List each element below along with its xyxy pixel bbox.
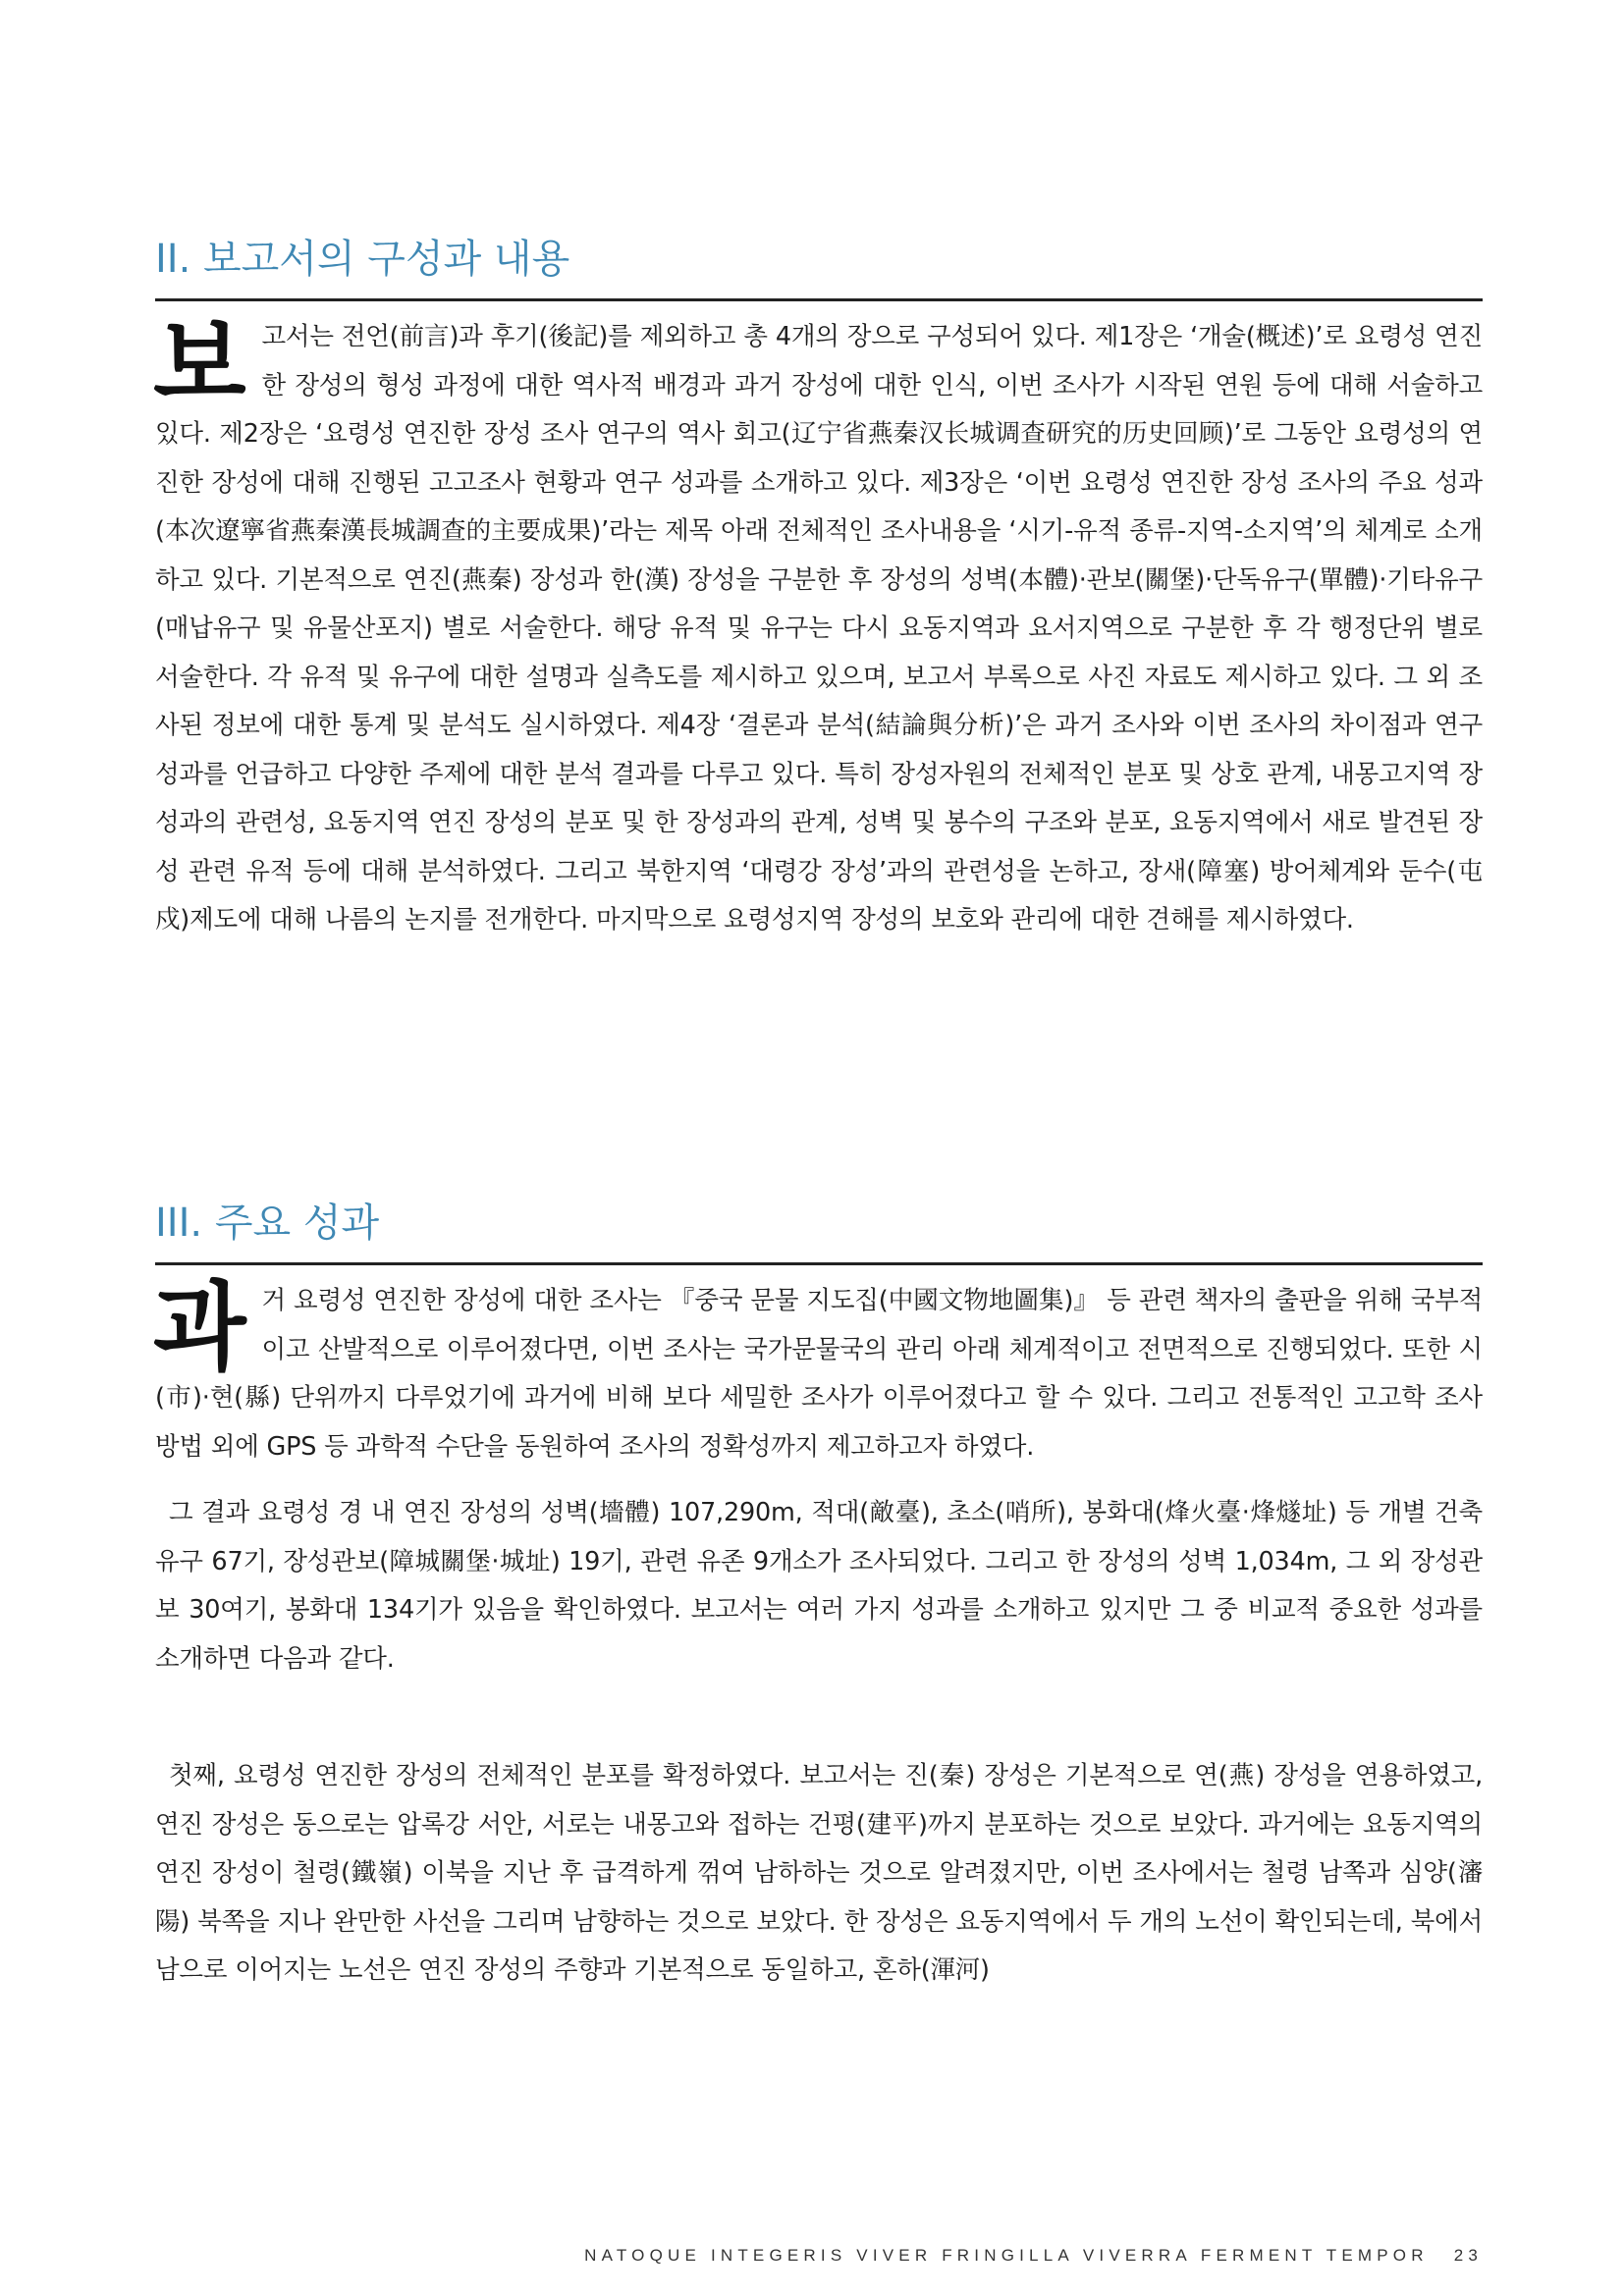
running-title: NATOQUE INTEGERIS VIVER FRINGILLA VIVERRA FERMENT TEMPOR (584, 2246, 1429, 2265)
section-3-paragraph-3: 첫째, 요령성 연진한 장성의 전체적인 분포를 확정하였다. 보고서는 진(秦) 장성은 기본적으로 연(燕) 장성을 연용하였고, 연진 장성은 동으로는 압록강 서안, 서로는 내몽고와 접하는 건평(建平)까지 분포하는 것으로 보았다. 과거에는 요동지역의 연진 장성이 철령(鐵嶺) 이북을 지난 후 급격하게 꺾여 남하하는 것으로 알려졌지만, 이번 조사에서는 철령 남쪽과 심양(瀋陽) 북쪽을 지나 완만한 사선을 그리며 남향하는 것으로 보았다. 한 장성은 요동지역에서 두 개의 노선이 확인되는데, 북에서 남으로 이어지는 노선은 연진 장성의 주향과 기본적으로 동일하고, 혼하(渾河) (155, 1761, 1483, 1985)
section-3-paragraph-2: 그 결과 요령성 경 내 연진 장성의 성벽(墻體) 107,290m, 적대(敵臺), 초소(哨所), 봉화대(烽火臺·烽燧址) 등 개별 건축 유구 67기, 장성관보(障城關堡·城址) 19기, 관련 유존 9개소가 조사되었다. 그리고 한 장성의 성벽 1,034m, 그 외 장성관보 30여기, 봉화대 134기가 있음을 확인하였다. 보고서는 여러 가지 성과를 소개하고 있지만 그 중 비교적 중요한 성과를 소개하면 다음과 같다. (155, 1498, 1483, 1674)
section-3-paragraph-1-text: 거 요령성 연진한 장성에 대한 조사는 『중국 문물 지도집(中國文物地圖集)』 등 관련 책자의 출판을 위해 국부적이고 산발적으로 이루어졌다면, 이번 조사는 국가문물국의 관리 아래 체계적이고 전면적으로 진행되었다. 또한 시(市)·현(縣) 단위까지 다루었기에 과거에 비해 보다 세밀한 조사가 이루어졌다고 할 수 있다. 그리고 전통적인 고고학 조사 방법 외에 GPS 등 과학적 수단을 동원하여 조사의 정확성까지 제고하고자 하였다. (155, 1286, 1483, 1462)
section-2-paragraph-text: 고서는 전언(前言)과 후기(後記)를 제외하고 총 4개의 장으로 구성되어 있다. 제1장은 ‘개술(概述)’로 요령성 연진한 장성의 형성 과정에 대한 역사적 배경과 과거 장성에 대한 인식, 이번 조사가 시작된 연원 등에 대해 서술하고 있다. 제2장은 ‘요령성 연진한 장성 조사 연구의 역사 회고(辽宁省燕秦汉长城调查研究的历史回顾)’로 그동안 요령성의 연진한 장성에 대해 진행된 고고조사 현황과 연구 성과를 소개하고 있다. 제3장은 ‘이번 요령성 연진한 장성 조사의 주요 성과(本次遼寧省燕秦漢長城調查的主要成果)’라는 제목 아래 전체적인 조사내용을 ‘시기-유적 종류-지역-소지역’의 체계로 소개하고 있다. 기본적으로 연진(燕秦) 장성과 한(漢) 장성을 구분한 후 장성의 성벽(本體)·관보(關堡)·단독유구(單體)·기타유구(매납유구 및 유물산포지) 별로 서술한다. 해당 유적 및 유구는 다시 요동지역과 요서지역으로 구분한 후 각 행정단위 별로 서술한다. 각 유적 및 유구에 대한 설명과 실측도를 제시하고 있으며, 보고서 부록으로 사진 자료도 제시하고 있다. 그 외 조사된 정보에 대한 통계 및 분석도 실시하였다. 제4장 ‘결론과 분석(結論與分析)’은 과거 조사와 이번 조사의 차이점과 연구성과를 언급하고 다양한 주제에 대한 분석 결과를 다루고 있다. 특히 장성자원의 전체적인 분포 및 상호 관계, 내몽고지역 장성과의 관련성, 요동지역 연진 장성의 분포 및 한 장성과의 관계, 성벽 및 봉수의 구조와 분포, 요동지역에서 새로 발견된 장성 관련 유적 등에 대해 분석하였다. 그리고 북한지역 ‘대령강 장성’과의 관련성을 논하고, 장새(障塞) 방어체계와 둔수(屯戍)제도에 대해 나름의 논지를 전개한다. 마지막으로 요령성지역 장성의 보호와 관리에 대한 견해를 제시하였다. (155, 322, 1483, 934)
section-3-dropcap: 과 (153, 1272, 246, 1384)
section-2-dropcap: 보 (153, 308, 246, 420)
section-3-heading: III. 주요 성과 (155, 1201, 380, 1246)
page-footer (511, 2246, 1483, 2266)
section-2-heading: II. 보고서의 구성과 내용 (155, 237, 570, 282)
section-3-paragraph-1 (155, 1265, 1483, 1471)
section-2-paragraph (155, 301, 1483, 945)
section-3 (155, 1198, 1483, 1996)
page-number: 23 (1453, 2246, 1483, 2265)
section-2 (155, 234, 1483, 945)
